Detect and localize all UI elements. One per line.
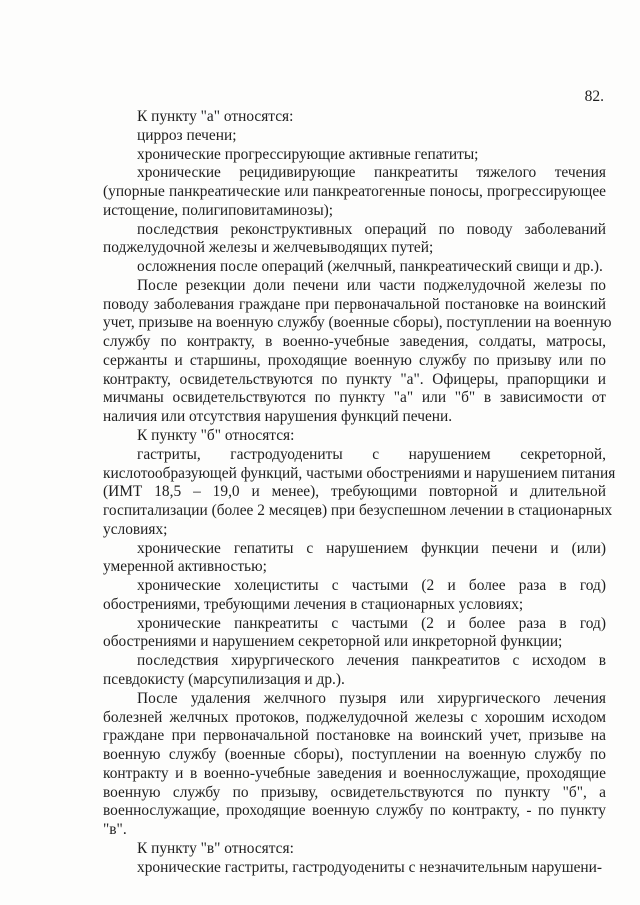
text-line: кислотообразующей функций, частыми обострениями и нарушением питания xyxy=(103,464,616,482)
text-line: хронические гепатиты с нарушением функции печени и (или) xyxy=(137,539,606,557)
text-line: службу по контракту, в военно-учебные заведения, солдаты, матросы, xyxy=(103,333,606,351)
paragraph xyxy=(103,859,606,878)
text-line: последствия реконструктивных операций по поводу заболеваний xyxy=(137,220,606,238)
text-line: "в". xyxy=(103,821,127,839)
text-line: учет, призыве на военную службу (военные сборы), поступлении на военную xyxy=(103,314,612,332)
paragraph xyxy=(103,840,606,859)
text-line: военную службу по призыву, освидетельствуются по пункту "б", а xyxy=(103,783,606,801)
text-line: контракту и в военно-учебные заведения и военнослужащие, проходящие xyxy=(103,764,606,782)
paragraph xyxy=(103,615,606,653)
text-line: хронические рецидивирующие панкреатиты тяжелого течения xyxy=(137,164,606,182)
text-line: граждане при первоначальной постановке на воинский учет, призыве на xyxy=(103,727,606,745)
text-line: цирроз печени; xyxy=(137,126,237,144)
text-line: истощение, полигиповитаминозы); xyxy=(103,201,334,219)
text-line: условиях; xyxy=(103,520,168,538)
text-line: болезней желчных протоков, поджелудочной железы с хорошим исходом xyxy=(103,708,606,726)
paragraph xyxy=(103,540,606,578)
text-line: псевдокисту (марсупилизация и др.). xyxy=(103,670,345,688)
text-line: поджелудочной железы и желчевыводящих путей; xyxy=(103,239,434,257)
page-number: 82. xyxy=(584,88,604,105)
paragraph xyxy=(103,276,612,427)
paragraph xyxy=(103,427,606,446)
paragraph xyxy=(103,258,606,277)
text-line: военнослужащие, проходящие военную службу по контракту, - по пункту xyxy=(103,802,606,820)
paragraph xyxy=(103,652,606,690)
text-line: (ИМТ 18,5 – 19,0 и менее), требующими повторной и длительной xyxy=(103,483,606,501)
paragraph xyxy=(103,221,606,259)
text-line: обострениями, требующими лечения в стационарных условиях; xyxy=(103,595,524,613)
text-line: обострениями и нарушением секреторной или инкреторной функции; xyxy=(103,633,563,651)
text-line: хронические гастриты, гастродуодениты с незначительным нарушени- xyxy=(137,858,602,876)
paragraph xyxy=(103,164,606,220)
text-line: хронические холециститы с частыми (2 и более раза в год) xyxy=(137,577,606,595)
document-body xyxy=(103,108,616,877)
text-line: гастриты, гастродуодениты с нарушением секреторной, xyxy=(137,445,606,463)
text-line: К пункту "а" относятся: xyxy=(137,108,294,125)
text-line: хронические прогрессирующие активные гепатиты; xyxy=(137,145,479,163)
text-line: сержанты и старшины, проходящие военную службу по призыву или по xyxy=(103,351,606,369)
text-line: контракту, освидетельствуются по пункту "а". Офицеры, прапорщики и xyxy=(103,370,606,388)
text-line: мичманы освидетельствуются по пункту "а" или "б" в зависимости от xyxy=(103,389,606,407)
paragraph xyxy=(103,127,606,146)
text-line: осложнения после операций (желчный, панкреатический свищи и др.). xyxy=(137,258,603,276)
text-line: умеренной активностью; xyxy=(103,558,267,576)
text-line: хронические панкреатиты с частыми (2 и более раза в год) xyxy=(137,614,606,632)
paragraph xyxy=(103,146,606,165)
paragraph xyxy=(103,445,616,540)
text-line: К пункту "в" относятся: xyxy=(137,839,294,857)
paragraph xyxy=(103,108,606,127)
text-line: наличия или отсутствия нарушения функций печени. xyxy=(103,408,453,426)
paragraph xyxy=(103,690,606,840)
text-line: После резекции доли печени или части поджелудочной железы по xyxy=(137,276,606,294)
text-line: поводу заболевания граждане при первоначальной постановке на воинский xyxy=(103,295,606,313)
text-line: военную службу (военные сборы), поступлении на военную службу по xyxy=(103,746,606,764)
paragraph xyxy=(103,577,606,615)
text-line: (упорные панкреатические или панкреатогенные поносы, прогрессирующее xyxy=(103,183,606,201)
text-line: последствия хирургического лечения панкреатитов с исходом в xyxy=(137,652,606,670)
text-line: К пункту "б" относятся: xyxy=(137,427,295,445)
text-line: После удаления желчного пузыря или хирургического лечения xyxy=(137,689,606,707)
text-line: госпитализации (более 2 месяцев) при безуспешном лечении в стационарных xyxy=(103,502,613,520)
